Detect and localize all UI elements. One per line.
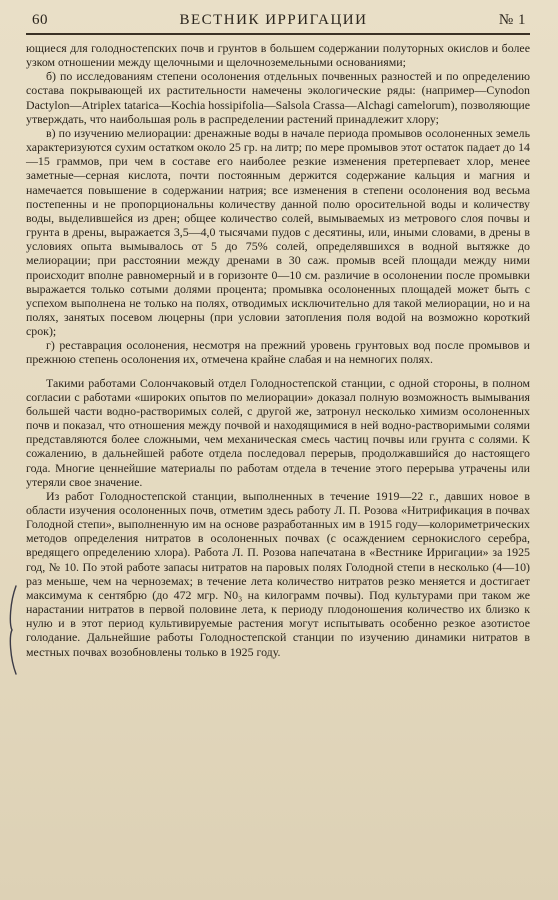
paragraph-item-b: б) по исследованиям степени осолонения отдельных почвенных разностей и по определению состава покрывающей их растительности намечены экологические ряды: (например—Cynodon Dactylon—Atriplex tatarica—Kochia hossipifolia—Salsola Crassa—Alchagi camelorum), позволяющие утверждать, что наибольшая роль в распределении растений принадлежит хлору; (26, 69, 530, 126)
issue-number: № 1 (498, 12, 526, 28)
handwritten-bracket-mark (8, 584, 18, 676)
paragraph-continuation: ющиеся для голодностепских почв и грунтов в большем содержании полуторных окислов и более узком отношении между щелочными и щелочноземельными основаниями; (26, 41, 530, 70)
paragraph-item-v: в) по изучению мелиорации: дренажные воды в начале периода промывов осолоненных земель характеризуются сухим остатком около 25 гр. на литр; по мере промывов этот остаток падает до 14—15 граммов, при чем в составе его наиболее резкие изменения претерпевает хлор, менее заметные—серная кислота, почти постоянным держится содержание кальция и магния и намечается повышение в содержании натрия; все изменения в степени осолонения вод весьма постепенны и не пропорциональны количеству данной полю оросительной воды и количеству воды, выделившейся из дрен; общее количество солей, вымываемых из метрового слоя почвы и грунта в дрены, выражается 3,5—4,0 тысячами пудов с десятины, или, иными словами, в дрены в условиях опыта вымывалось от 5 до 75% солей, определявшихся в водной вытяжке до мелиорации; при расстоянии между дренами в 30 саж. промыв всей площади между ними происходит вполне равномерный и в горизонте 0—10 см. различие в осолонении после промывки выражается только сотыми долями процента; промывка осолоненных площадей может быть с успехом выполнена не только на полях, отводимых исключительно для такой мелиорации, но и на полях, занятых посевом люцерны (при условии затопления поля водой на возможно короткий срок); (26, 125, 530, 339)
paragraph-rozov-work: Из работ Голодностепской станции, выполненных в течение 1919—22 г., давших новое в области изучения осолоненных почв, отметим здесь работу Л. П. Розова «Нитрификация в почвах Голодной степи», выполненную им на основе разработанных им в 1915 году—колориметрических методов определения нитратов в осолоненных почвах (с осаждением сернокислого серебра, вредящего определению хлора). Работа Л. П. Розова напечатана в «Вестнике Ирригации» за 1925 год, № 10. По этой работе запасы нитратов на паровых полях Голодной степи в несколько (4—10) раз меньше, чем на черноземах; в течение лета количество нитратов резко меняется и достигает максимума к сентябрю (до 472 мгр. N0₃ на килограмм почвы). Под культурами при таком же нарастании нитратов в первой половине лета, к периоду плодоношения количество их близко к нулю и в этот период культивируемые растения могут испытывать особенно резкое азотистое голодание. Дальнейшие работы Голодностепской станции по изучению динамики нитратов в местных почвах возобновлены только в 1925 году. (26, 488, 530, 659)
article-body (26, 41, 530, 659)
paragraph-summary: Такими работами Солончаковый отдел Голодностепской станции, с одной стороны, в полном согласии с работами «широких опытов по мелиорации» доказал полную возможность вымывания большей части водно-растворимых солей, с другой же, затронул несколько химизм осолоненных почв и показал, что отношения между почвой и находящимися в ней водно-растворимыми солями представляются более сложными, чем механическая смесь частиц почвы или грунта с солями. К сожалению, в дальнейшей работе отдела последовал перерыв, продолжавшийся до настоящего года. Многие ценнейшие материалы по работам отдела в течение этого перерыва утрачены или утеряли свое значение. (26, 375, 530, 489)
running-title: ВЕСТНИК ИРРИГАЦИИ (179, 12, 368, 28)
page-header (26, 12, 530, 35)
page-number: 60 (32, 12, 48, 28)
paragraph-item-g: г) реставрация осолонения, несмотря на прежний уровень грунтовых вод после промывов и прежнюю степень осолонения их, отмечена крайне слабая и на немногих полях. (26, 338, 530, 367)
